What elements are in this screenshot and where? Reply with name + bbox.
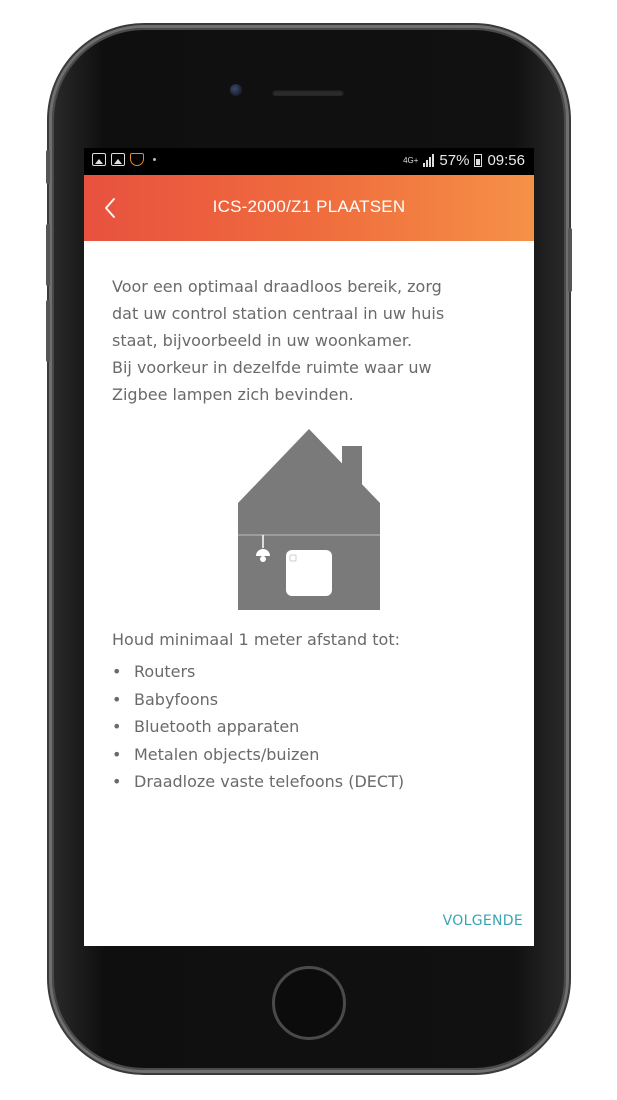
system-indicators: [403, 152, 525, 169]
house-illustration: [238, 428, 380, 610]
list-item-label: Bluetooth apparaten: [134, 717, 300, 736]
app-screen: [84, 148, 534, 946]
next-button[interactable]: VOLGENDE: [442, 913, 523, 929]
list-item: [112, 741, 404, 769]
bullet-icon: •: [112, 662, 122, 681]
bullet-icon: •: [112, 772, 122, 791]
list-item-label: Metalen objects/buizen: [134, 744, 320, 764]
app-header: [84, 175, 534, 241]
bullet-icon: •: [112, 744, 122, 764]
list-item-label: Babyfoons: [134, 689, 219, 709]
list-item: [112, 686, 404, 714]
list-item: [112, 713, 404, 741]
list-item-label: Draadloze vaste telefoons (DECT): [134, 772, 405, 791]
bullet-icon: •: [112, 717, 122, 736]
list-item-label: Routers: [134, 662, 196, 681]
notification-icons: [92, 153, 156, 166]
more-notifications-dot: [153, 158, 156, 161]
intro-line: dat uw control station centraal in uw huis: [112, 304, 445, 323]
page-title: ICS-2000/Z1 PLAATSEN: [212, 197, 406, 216]
gallery-notification-icon: [92, 153, 106, 166]
image-notification-icon: [111, 153, 125, 166]
placement-instructions: [112, 273, 512, 408]
battery-percentage: 57%: [439, 152, 470, 169]
earpiece-speaker: [272, 89, 344, 96]
power-button: [568, 228, 572, 292]
mute-switch: [46, 150, 50, 184]
volume-up-button: [46, 224, 50, 286]
interference-list: [112, 658, 404, 796]
status-bar: [84, 148, 534, 175]
intro-line: staat, bijvoorbeeld in uw woonkamer.: [112, 331, 413, 350]
list-item: [112, 768, 404, 796]
distance-heading: Houd minimaal 1 meter afstand tot:: [112, 630, 400, 649]
intro-line: Voor een optimaal draadloos bereik, zorg: [112, 277, 442, 296]
intro-line: Zigbee lampen zich bevinden.: [112, 385, 354, 404]
house-with-control-station-icon: [238, 428, 380, 610]
clock: 09:56: [487, 152, 525, 169]
volume-down-button: [46, 300, 50, 362]
bullet-icon: •: [112, 689, 122, 709]
front-camera: [230, 84, 242, 96]
signal-strength-icon: [423, 154, 434, 167]
security-shield-icon: [130, 153, 144, 166]
intro-line: Bij voorkeur in dezelfde ruimte waar uw: [112, 358, 432, 377]
network-type-label: 4G+: [403, 155, 419, 165]
home-button[interactable]: [272, 966, 346, 1040]
list-item: [112, 658, 404, 686]
battery-icon: [474, 154, 482, 167]
